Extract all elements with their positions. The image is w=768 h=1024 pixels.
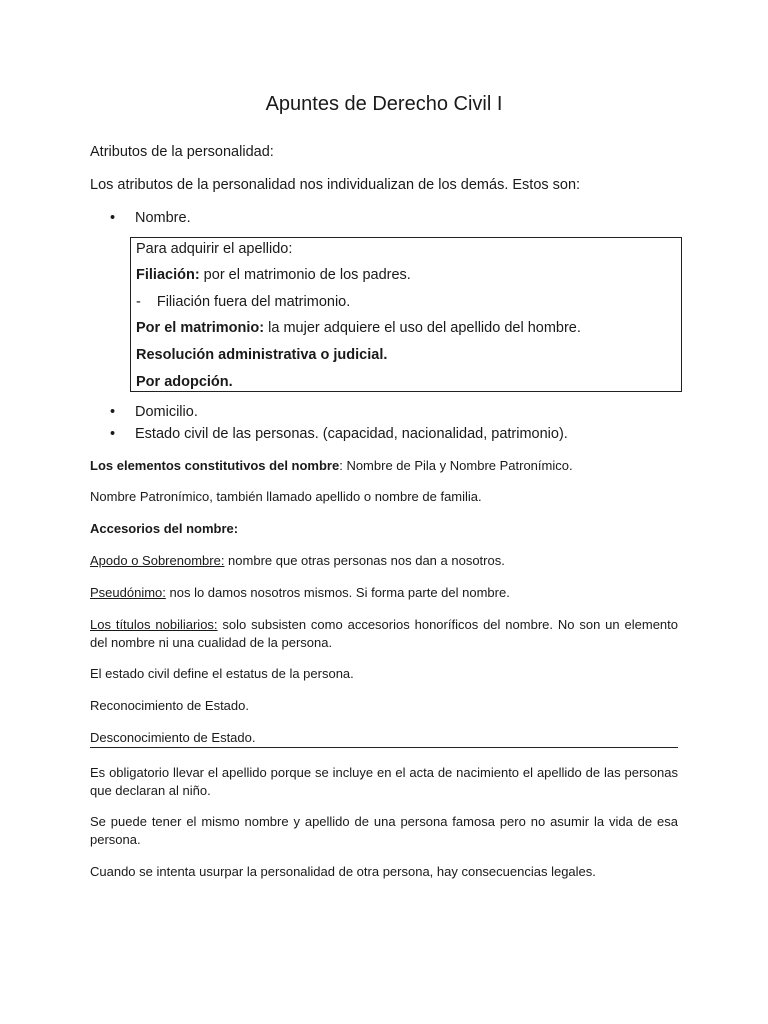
mismo-nombre-paragraph: Se puede tener el mismo nombre y apellido de una persona famosa pero no asumir la vida de esa persona. (90, 814, 678, 847)
elementos-label: Los elementos constitutivos del nombre (90, 458, 340, 473)
dash-marker: - (136, 294, 141, 310)
desconocimiento-paragraph: Desconocimiento de Estado. (90, 730, 256, 745)
matrimonio-label: Por el matrimonio: (136, 320, 265, 336)
usurpar-paragraph: Cuando se intenta usurpar la personalidad de otra persona, hay consecuencias legales. (90, 864, 596, 879)
apodo-paragraph (90, 552, 678, 570)
filiacion-text: por el matrimonio de los padres. (199, 267, 411, 283)
titulos-paragraph (90, 616, 678, 652)
bullet-text: Estado civil de las personas. (capacidad, nacionalidad, patrimonio). (135, 426, 568, 442)
bullet-text: Nombre. (135, 210, 191, 226)
titulos-label: Los títulos nobiliarios: (90, 617, 218, 632)
reconocimiento-paragraph: Reconocimiento de Estado. (90, 698, 249, 713)
intro-paragraph: Los atributos de la personalidad nos individualizan de los demás. Estos son: (90, 177, 581, 193)
box-heading: Para adquirir el apellido: (136, 241, 293, 257)
pseudonimo-text: nos lo damos nosotros mismos. Si forma parte del nombre. (165, 585, 510, 600)
heading-atributos: Atributos de la personalidad: (90, 144, 274, 160)
matrimonio-text: la mujer adquiere el uso del apellido del hombre. (264, 320, 581, 336)
elementos-paragraph (90, 457, 678, 475)
pseudonimo-label: Pseudónimo: (90, 585, 166, 600)
elementos-text: : Nombre de Pila y Nombre Patronímico. (339, 458, 573, 473)
bullet-text: Domicilio. (135, 404, 198, 420)
resolucion-label: Resolución administrativa o judicial. (136, 347, 388, 363)
box-fuera-matrimonio (136, 292, 350, 312)
horizontal-rule (90, 747, 678, 748)
filiacion-label: Filiación: (136, 267, 200, 283)
titulos-text: solo subsisten como accesorios honoríficos del nombre. No son un elemento del nombre ni una cualidad de la persona. (90, 617, 678, 650)
bullet-icon: • (110, 426, 116, 442)
accesorios-heading: Accesorios del nombre: (90, 521, 239, 536)
box-filiacion (136, 265, 411, 285)
patronimico-paragraph: Nombre Patronímico, también llamado apellido o nombre de familia. (90, 489, 482, 504)
apellido-box (130, 237, 682, 392)
apodo-text: nombre que otras personas nos dan a nosotros. (224, 553, 505, 568)
apodo-label: Apodo o Sobrenombre: (90, 553, 225, 568)
box-por-matrimonio (136, 318, 581, 338)
document-title: Apuntes de Derecho Civil I (265, 93, 503, 115)
bullet-icon: • (110, 210, 116, 226)
bullet-icon: • (110, 404, 116, 420)
adopcion-label: Por adopción. (136, 374, 233, 390)
estado-civil-paragraph: El estado civil define el estatus de la persona. (90, 666, 354, 681)
obligatorio-paragraph: Es obligatorio llevar el apellido porque se incluye en el acta de nacimiento el apellido de las personas que declaran al niño. (90, 765, 678, 798)
box-resolucion (136, 345, 387, 365)
pseudonimo-paragraph (90, 584, 678, 602)
box-adopcion (136, 372, 233, 392)
fuera-text: Filiación fuera del matrimonio. (156, 294, 351, 310)
